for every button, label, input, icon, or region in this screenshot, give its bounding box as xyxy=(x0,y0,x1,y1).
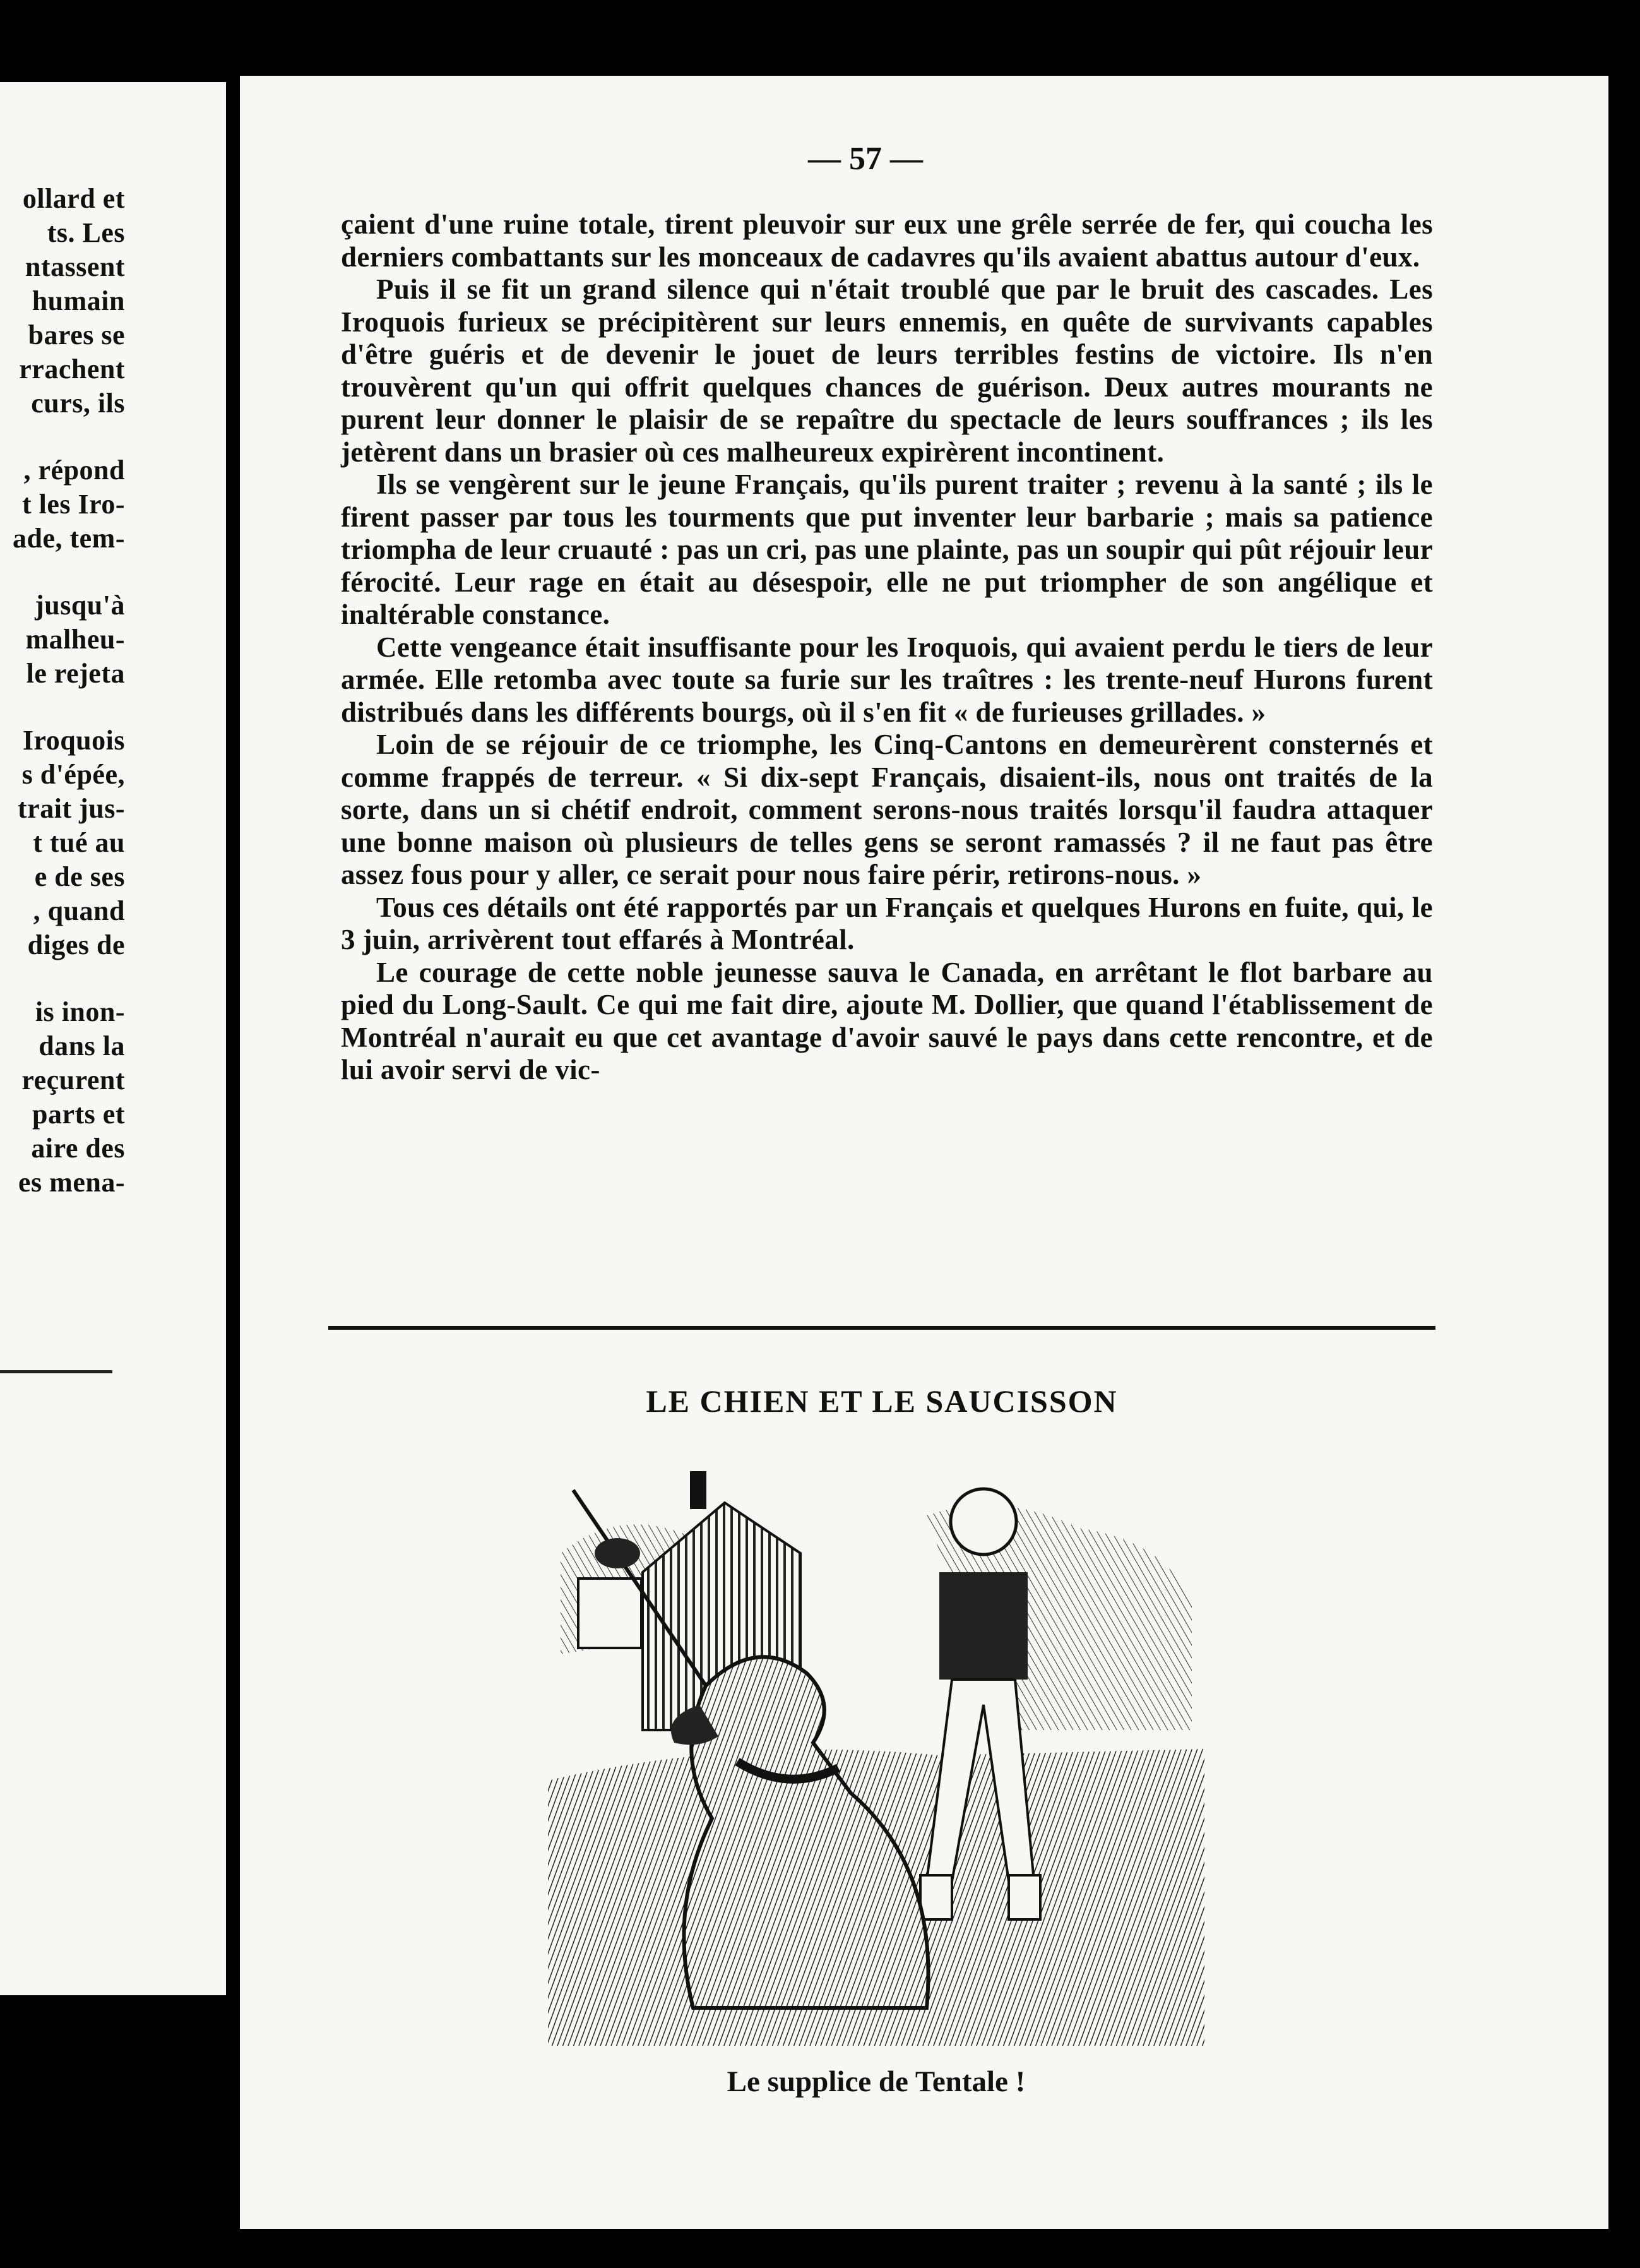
paragraph: Ils se vengèrent sur le jeune Français, qu'ils purent traiter ; revenu à la santé ; ils le firent passer par tous les tourments que put inventer leur barbarie ; mais sa patience triompha de leur cruauté : pas un cri, pas une plainte, pas un soupir qui pût réjouir leur férocité. Leur rage en était au désespoir, elle ne put triompher de son angélique et inaltérable constance. xyxy=(341,469,1433,630)
illustration-caption: Le supplice de Tentale ! xyxy=(727,2065,1026,2098)
house-window xyxy=(578,1579,641,1648)
left-page-line: s d'épée, xyxy=(21,759,125,790)
man-head xyxy=(951,1489,1016,1555)
left-page-line: dans la xyxy=(39,1030,125,1061)
left-page-gap xyxy=(0,556,125,588)
left-page-line: aire des xyxy=(31,1133,125,1164)
left-page-rule xyxy=(0,1370,112,1373)
left-page-gap xyxy=(0,691,125,724)
left-page-line: , quand xyxy=(33,895,125,926)
paragraph: Tous ces détails ont été rapportés par un Français et quelques Hurons en fuite, qui, le 3 juin, arrivèrent tout effarés à Montréal. xyxy=(341,891,1433,955)
paragraph: çaient d'une ruine totale, tirent pleuvoir sur eux une grêle serrée de fer, qui coucha les derniers combattants sur les monceaux de cadavres qu'ils avaient abattus autour d'eux. xyxy=(341,208,1433,273)
left-page-line: ollard et xyxy=(22,183,125,214)
dog-and-man-engraving xyxy=(548,1465,1204,2046)
left-page-line: reçurent xyxy=(21,1065,125,1095)
left-page-line: ts. Les xyxy=(47,217,125,248)
left-page-line: is inon- xyxy=(35,996,125,1027)
paragraph: Cette vengeance était insuffisante pour les Iroquois, qui avaient perdu le tiers de leur armée. Elle retomba avec toute sa furie sur les traîtres : les trente-neuf Hurons furent distribués dans les différents bourgs, où il s'en fit « de furieuses grillades. » xyxy=(341,631,1433,728)
section-divider xyxy=(328,1326,1435,1330)
left-page-gap xyxy=(0,421,125,453)
left-page-line: es mena- xyxy=(18,1167,125,1198)
man-boot-right xyxy=(1009,1875,1040,1919)
left-page-line: malheu- xyxy=(25,624,125,655)
left-page-line: ade, tem- xyxy=(13,523,125,554)
sausage xyxy=(595,1538,640,1568)
left-page-line: curs, ils xyxy=(31,388,125,419)
left-page-line: jusqu'à xyxy=(35,590,125,621)
left-page-line: e de ses xyxy=(34,861,125,892)
left-page-line: , répond xyxy=(23,455,125,486)
left-page-text-column xyxy=(0,182,125,1382)
article-title: LE CHIEN ET LE SAUCISSON xyxy=(646,1383,1118,1419)
left-page-line: le rejeta xyxy=(26,658,125,689)
left-page-gap xyxy=(0,962,125,995)
left-page-line: rrachent xyxy=(19,354,125,385)
left-page-line: diges de xyxy=(27,929,125,960)
left-page-line: trait jus- xyxy=(18,793,125,824)
man-boot-left xyxy=(920,1875,952,1919)
left-page-line: ntassent xyxy=(25,251,125,282)
chimney xyxy=(690,1471,706,1509)
left-page xyxy=(0,82,226,1995)
left-page-line: bares se xyxy=(28,319,125,350)
paragraph: Loin de se réjouir de ce triomphe, les Cinq-Cantons en demeurèrent consternés et comme frappés de terreur. « Si dix-sept Français, disaient-ils, nous ont traités de la sorte, dans un si chétif endroit, comment serons-nous traités lorsqu'il faudra attaquer une bonne maison où plusieurs de telles gens se seront ramassés ? il ne faut pas être assez fous pour y aller, ce serait pour nous faire périr, retirons-nous. » xyxy=(341,729,1433,890)
left-page-line: Iroquois xyxy=(22,725,125,756)
page-number: — 57 — xyxy=(808,141,923,177)
body-text xyxy=(341,208,1433,1087)
paragraph: Le courage de cette noble jeunesse sauva le Canada, en arrêtant le flot barbare au pied du Long-Sault. Ce qui me fait dire, ajoute M. Dollier, que quand l'établissement de Montréal n'aurait eu que cet avantage d'avoir sauvé le pays dans cette rencontre, et de lui avoir servi de vic- xyxy=(341,956,1433,1085)
left-page-line: t tué au xyxy=(33,827,125,858)
paragraph: Puis il se fit un grand silence qui n'était troublé que par le bruit des cascades. Les Iroquois furieux se précipitèrent sur leurs ennemis, en quête de survivants capables d'être guéris et de devenir le jouet de leurs terribles festins de victoire. Ils n'en trouvèrent qu'un qui offrit quelques chances de guérison. Deux autres mourants ne purent leur donner le plaisir de se repaître du spectacle de leurs souffrances ; ils les jetèrent dans un brasier où ces malheureux expirèrent incontinent. xyxy=(341,273,1433,468)
man-coat xyxy=(939,1572,1028,1680)
left-page-line: t les Iro- xyxy=(21,489,125,520)
left-page-line: humain xyxy=(32,285,125,316)
left-page-line: parts et xyxy=(32,1099,125,1130)
